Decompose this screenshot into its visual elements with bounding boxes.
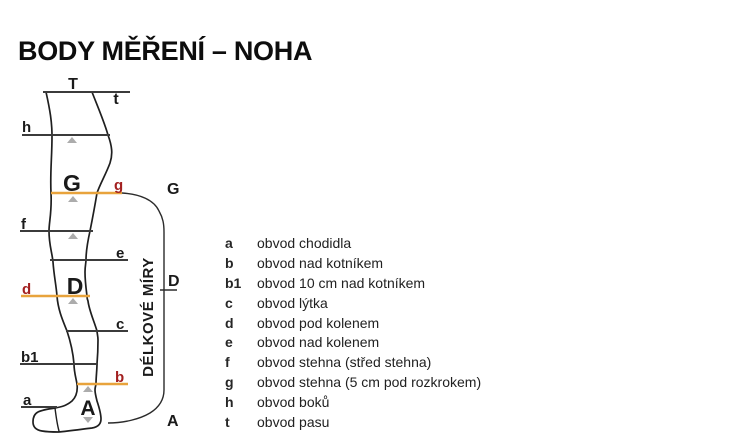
- marker-label-e: e: [116, 245, 125, 262]
- marker-label-D: D: [66, 273, 84, 299]
- marker-triangle-h: [67, 137, 77, 143]
- legend-label: obvod nad kotníkem: [257, 254, 384, 271]
- legend-key: a: [225, 235, 233, 251]
- marker-label-t: t: [113, 91, 119, 108]
- legend-row-c: [225, 294, 545, 314]
- legend-row-b: [225, 254, 545, 274]
- measurement-legend: [225, 234, 545, 433]
- legend-label: obvod boků: [257, 394, 330, 411]
- legend-key: c: [225, 294, 233, 311]
- page-title: BODY MĚŘENÍ – NOHA: [18, 36, 313, 67]
- legend-key: h: [225, 394, 234, 411]
- legend-row-f: [225, 353, 545, 373]
- marker-label-g: g: [114, 177, 124, 194]
- legend-row-g: [225, 373, 545, 393]
- bracket-label-D: D: [168, 273, 180, 290]
- legend-label: obvod pasu: [257, 414, 330, 431]
- legend-label: obvod stehna (střed stehna): [257, 354, 432, 371]
- toe-seam-line: [55, 408, 59, 431]
- marker-label-d: d: [22, 281, 32, 298]
- legend-label: obvod pod kolenem: [257, 314, 380, 331]
- legend-row-e: [225, 333, 545, 353]
- legend-row-d: [225, 314, 545, 334]
- legend-row-a: [225, 234, 545, 254]
- legend-key: e: [225, 334, 233, 351]
- legend-key: t: [225, 414, 230, 431]
- marker-label-c: c: [116, 316, 125, 333]
- legend-key: g: [225, 374, 234, 391]
- legend-label: obvod stehna (5 cm pod rozkrokem): [257, 374, 482, 391]
- legend-label: obvod lýtka: [257, 294, 328, 311]
- marker-label-b1: b1: [21, 349, 39, 366]
- legend-key: b1: [225, 274, 242, 291]
- marker-triangle-g: [68, 196, 78, 202]
- legend-label: obvod chodidla: [257, 235, 352, 251]
- legend-row-t: [225, 413, 545, 433]
- marker-label-a: a: [23, 392, 32, 409]
- length-measures-vertical-label: DÉLKOVÉ MÍRY: [140, 257, 157, 377]
- marker-label-h: h: [22, 119, 32, 136]
- legend-label: obvod nad kolenem: [257, 334, 380, 351]
- marker-label-f: f: [21, 216, 26, 233]
- marker-label-A: A: [80, 397, 96, 420]
- marker-label-b: b: [115, 369, 125, 386]
- legend-row-h: [225, 393, 545, 413]
- marker-triangle-b: [83, 386, 93, 392]
- legend-label: obvod 10 cm nad kotníkem: [257, 274, 426, 291]
- marker-triangle-f: [68, 233, 78, 239]
- legend-key: d: [225, 314, 234, 331]
- legend-key: f: [225, 354, 230, 371]
- marker-label-T: T: [68, 76, 78, 93]
- legend-key: b: [225, 254, 234, 271]
- bracket-label-A: A: [167, 413, 179, 430]
- marker-label-G: G: [63, 170, 81, 196]
- legend-row-b1: [225, 274, 545, 294]
- bracket-label-G: G: [167, 181, 180, 198]
